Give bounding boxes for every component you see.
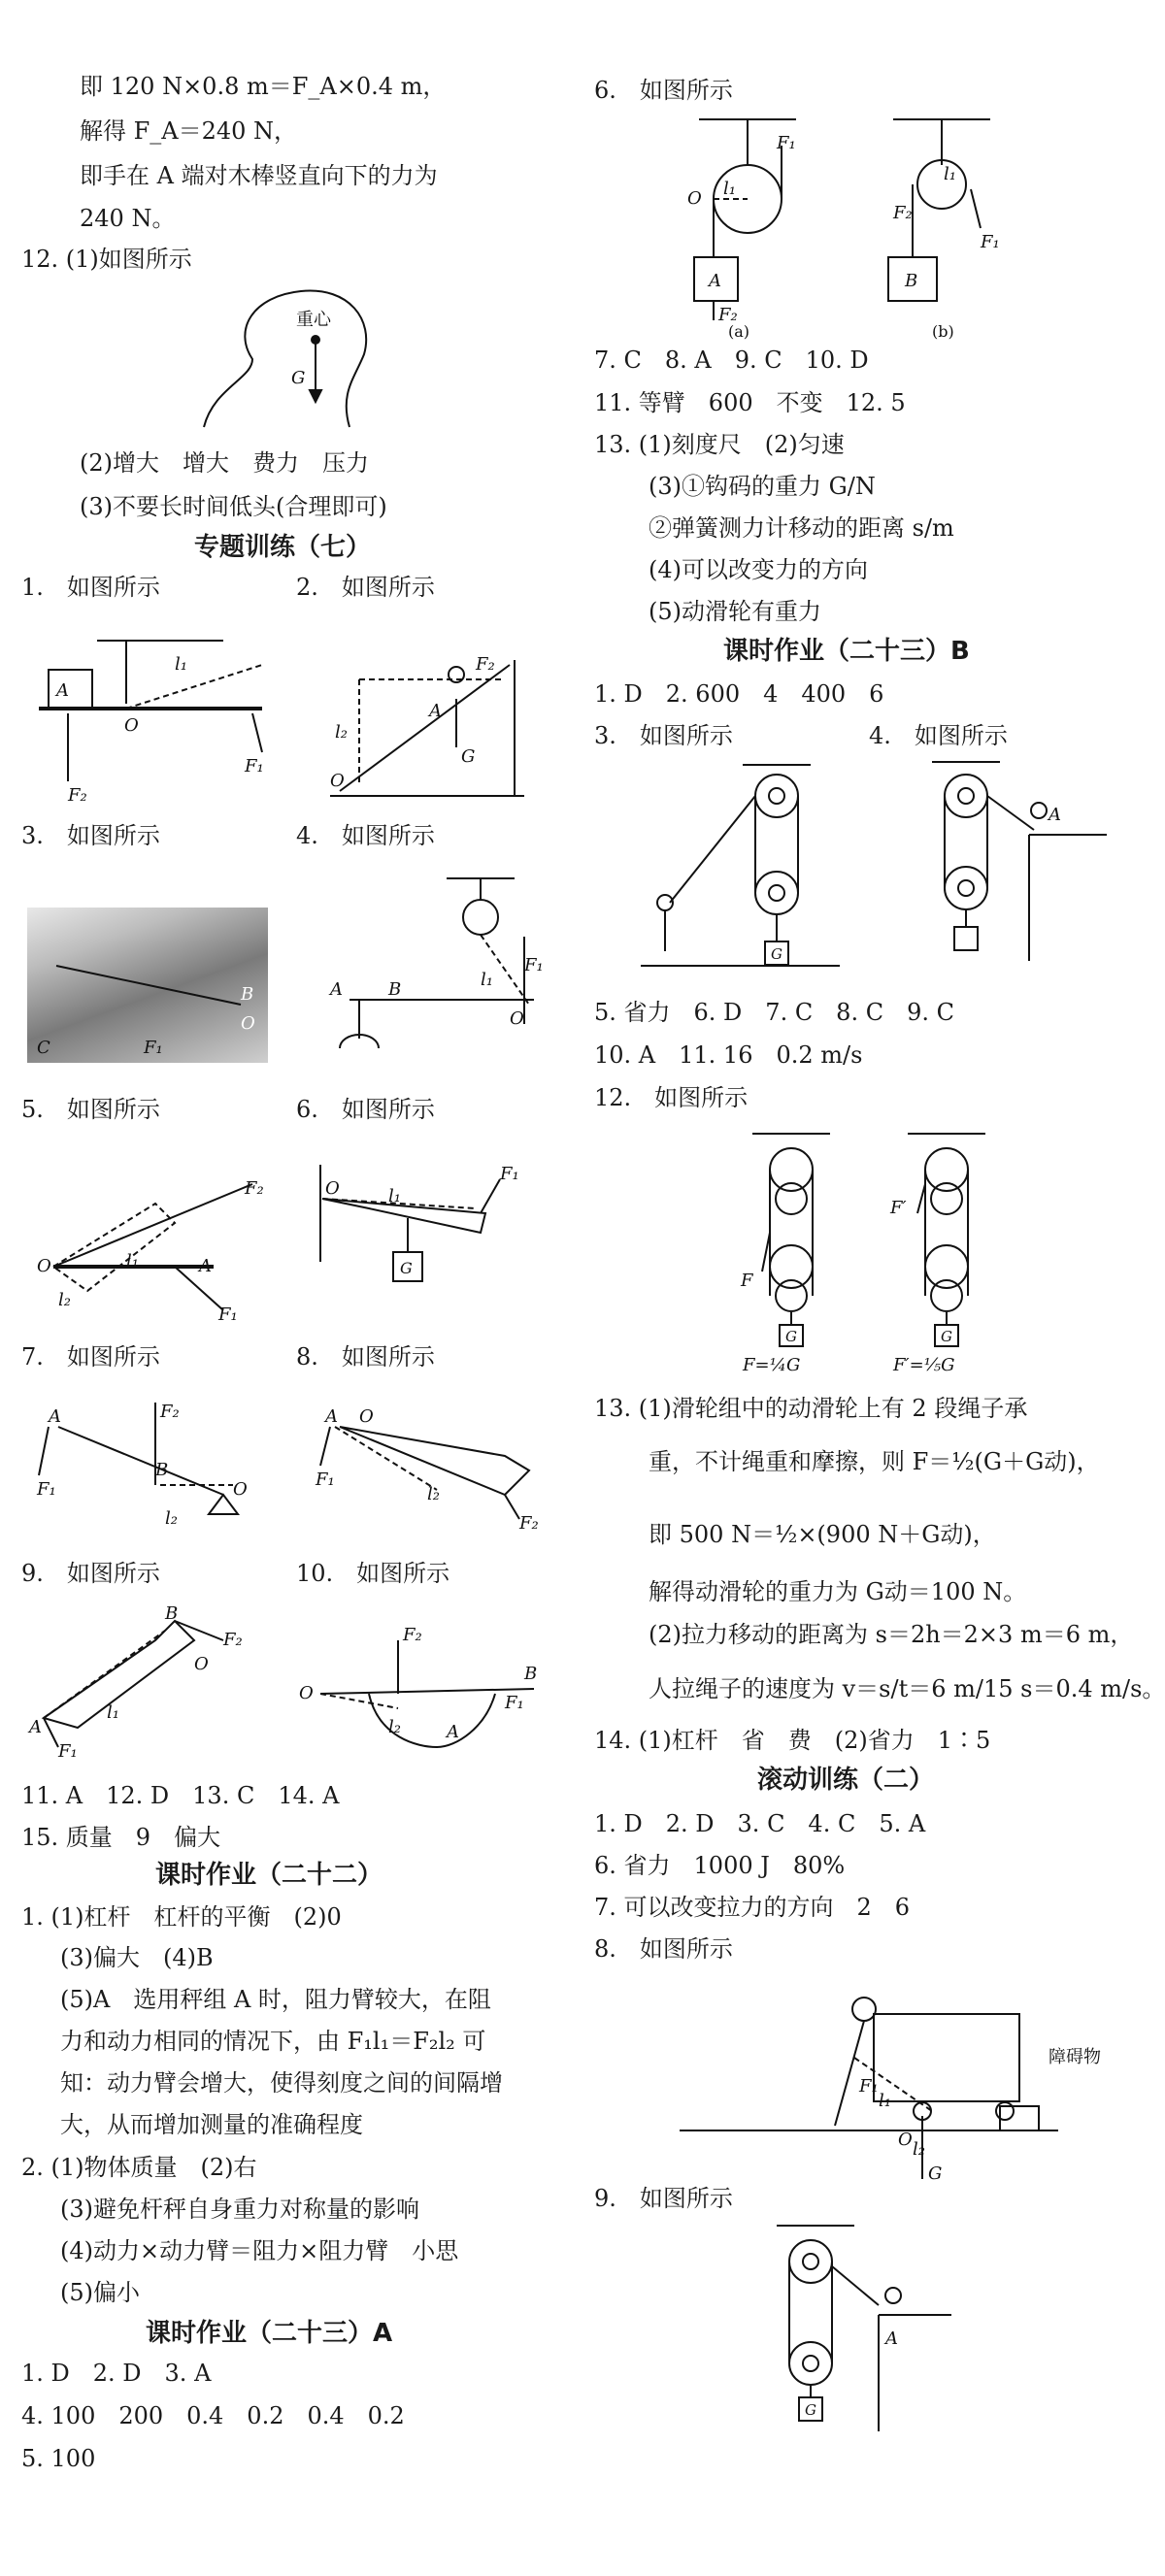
svg-text:O: O — [325, 1178, 340, 1199]
svg-text:G: G — [771, 945, 782, 963]
svg-text:G: G — [805, 2401, 816, 2419]
text-line: ②弹簧测力计移动的距离 s/m — [649, 514, 954, 542]
text-line: (4)可以改变力的方向 — [649, 556, 868, 583]
svg-text:A: A — [1048, 805, 1061, 825]
text-line: 10. 如图所示 — [296, 1560, 450, 1587]
svg-text:A: A — [29, 1717, 42, 1737]
text-line: 即 120 N×0.8 m＝F_A×0.4 m， — [80, 73, 447, 100]
svg-text:l₂: l₂ — [335, 722, 348, 743]
text-line: 7. C 8. A 9. C 10. D — [594, 347, 869, 374]
svg-text:F₂: F₂ — [160, 1402, 180, 1422]
caption-12a: F=¼G — [743, 1355, 801, 1375]
svg-text:O: O — [241, 1013, 255, 1034]
text-line: 解得动滑轮的重力为 G动＝100 N。 — [649, 1578, 1027, 1605]
svg-text:B: B — [155, 1460, 169, 1480]
svg-text:C: C — [37, 1038, 50, 1058]
svg-text:F₂: F₂ — [403, 1625, 422, 1645]
svg-text:F₁: F₁ — [58, 1741, 78, 1762]
svg-text:l₂: l₂ — [427, 1484, 440, 1504]
caption-12b: F′=⅕G — [893, 1355, 955, 1375]
svg-text:O: O — [330, 771, 345, 791]
text-line: 9. 如图所示 — [594, 2185, 733, 2212]
text-line: 5. 如图所示 — [21, 1096, 160, 1123]
svg-text:F₁: F₁ — [245, 756, 264, 776]
text-line: 4. 如图所示 — [869, 722, 1008, 749]
text-line: 2. (1)物体质量 (2)右 — [21, 2154, 257, 2181]
text-line: 8. 如图所示 — [594, 1935, 733, 1963]
svg-text:O: O — [299, 1683, 314, 1703]
svg-text:O: O — [124, 715, 139, 736]
section-heading: 课时作业（二十二） — [155, 1861, 383, 1890]
svg-text:B: B — [165, 1603, 179, 1624]
text-line: 12. 如图所示 — [594, 1084, 749, 1111]
figure-lamp-lever — [301, 869, 563, 1073]
section-heading: 专题训练（七） — [194, 533, 372, 562]
text-line: 即 500 N＝½×(900 N＋G动)， — [649, 1521, 996, 1548]
text-line: 8. 如图所示 — [296, 1343, 435, 1371]
text-line: (3)①钩码的重力 G/N — [649, 473, 876, 500]
text-line: 4. 100 200 0.4 0.2 0.4 0.2 — [21, 2402, 405, 2429]
svg-text:F₂: F₂ — [223, 1630, 243, 1650]
text-line: 1. D 2. 600 4 400 6 — [594, 680, 884, 708]
figure-pulley-12b — [879, 1126, 1024, 1378]
svg-text:A: A — [429, 701, 442, 721]
svg-text:G: G — [461, 746, 476, 767]
label-box-b: B — [905, 271, 918, 291]
label-box: A — [709, 271, 721, 291]
text-line: (3)避免杆秤自身重力对称量的影响 — [60, 2196, 419, 2223]
text-line: 1. D 2. D 3. A — [21, 2360, 212, 2387]
text-line: 力和动力相同的情况下，由 F₁l₁＝F₂l₂ 可 — [60, 2028, 486, 2055]
figure-pulley-3 — [636, 757, 849, 980]
text-line: 9. 如图所示 — [21, 1560, 160, 1587]
text-line: 240 N。 — [80, 205, 176, 232]
svg-text:A: A — [447, 1722, 459, 1742]
text-line: 3. 如图所示 — [21, 822, 160, 849]
svg-text:A: A — [325, 1406, 338, 1427]
svg-text:F₂: F₂ — [476, 654, 495, 675]
svg-text:l₁: l₁ — [723, 179, 736, 199]
figure-lever-7 — [29, 1398, 272, 1543]
svg-text:A: A — [199, 1256, 212, 1276]
text-line: 6. 省力 1000 J 80% — [594, 1852, 846, 1879]
text-line: 3. 如图所示 — [594, 722, 733, 749]
text-line: 6. 如图所示 — [296, 1096, 435, 1123]
text-line: (2)增大 增大 费力 压力 — [80, 449, 369, 477]
svg-text:O: O — [233, 1479, 248, 1500]
svg-text:l₂: l₂ — [388, 1717, 401, 1737]
svg-text:F₂: F₂ — [718, 305, 738, 325]
text-line: (3)偏大 (4)B — [60, 1944, 214, 1971]
text-line: 解得 F_A＝240 N， — [80, 117, 298, 145]
text-line: 11. A 12. D 13. C 14. A — [21, 1782, 340, 1809]
text-line: 2. 如图所示 — [296, 574, 435, 601]
text-line: 12. (1)如图所示 — [21, 246, 192, 273]
svg-text:O: O — [687, 188, 702, 209]
svg-text:l₁: l₁ — [944, 164, 956, 184]
text-line: 4. 如图所示 — [296, 822, 435, 849]
text-line: 15. 质量 9 偏大 — [21, 1824, 221, 1851]
label-f: F — [741, 1271, 753, 1291]
svg-text:F₂: F₂ — [519, 1513, 539, 1534]
text-line: 13. (1)滑轮组中的动滑轮上有 2 段绳子承 — [594, 1395, 1028, 1422]
svg-text:l₁: l₁ — [175, 654, 187, 675]
text-line: 5. 省力 6. D 7. C 8. C 9. C — [594, 999, 954, 1026]
text-line: 即手在 A 端对木棒竖直向下的力为 — [80, 162, 438, 189]
section-heading: 课时作业（二十三）B — [723, 637, 970, 666]
text-line: 人拉绳子的速度为 v＝s/t＝6 m/15 s＝0.4 m/s。 — [649, 1675, 1165, 1702]
figure-lever-9 — [29, 1602, 272, 1762]
label-g: G — [785, 1328, 797, 1345]
svg-text:l₁: l₁ — [126, 1251, 139, 1271]
text-line: (4)动力×动力臂＝阻力×阻力臂 小思 — [60, 2237, 459, 2264]
figure-pulley-12a — [733, 1126, 879, 1378]
svg-text:F₂: F₂ — [68, 785, 87, 806]
text-line: (2)拉力移动的距离为 s＝2h＝2×3 m＝6 m， — [649, 1621, 1134, 1648]
svg-text:A: A — [885, 2328, 898, 2349]
svg-text:l₁: l₁ — [481, 970, 493, 990]
label-l1: l₁ — [879, 2091, 891, 2111]
text-line: 6. 如图所示 — [594, 77, 733, 104]
label-g: G — [291, 368, 306, 388]
text-line: 1. (1)杠杆 杠杆的平衡 (2)0 — [21, 1903, 342, 1931]
figure-photo-overlay — [27, 908, 268, 1063]
svg-text:O: O — [194, 1654, 209, 1674]
svg-text:B: B — [388, 979, 402, 1000]
label-l2: l₂ — [913, 2139, 925, 2160]
text-line: (5)偏小 — [60, 2279, 140, 2306]
text-line: 1. D 2. D 3. C 4. C 5. A — [594, 1810, 926, 1837]
caption-a: (a) — [728, 322, 750, 341]
section-heading: 滚动训练（二） — [757, 1766, 935, 1795]
label-g: G — [941, 1328, 952, 1345]
label-center: 重心 — [296, 310, 331, 330]
figure-pulley-b — [883, 112, 1019, 340]
figure-pulley-9 — [757, 2218, 971, 2441]
text-line: (3)不要长时间低头(合理即可) — [80, 493, 387, 520]
figure-lever-5 — [29, 1174, 272, 1325]
svg-text:A: A — [49, 1406, 61, 1427]
svg-text:A: A — [56, 680, 69, 701]
svg-text:G: G — [400, 1259, 413, 1277]
svg-text:l₁: l₁ — [107, 1702, 119, 1723]
text-line: 14. (1)杠杆 省 费 (2)省力 1∶5 — [594, 1727, 991, 1754]
text-line: 11. 等臂 600 不变 12. 5 — [594, 389, 906, 416]
figure-lever-10 — [291, 1621, 553, 1757]
svg-text:A: A — [330, 979, 343, 1000]
figure-lever-6 — [311, 1155, 553, 1320]
svg-text:F₂: F₂ — [245, 1178, 264, 1199]
svg-text:O: O — [359, 1406, 374, 1427]
svg-text:F₁: F₁ — [500, 1164, 519, 1184]
text-line: 10. A 11. 16 0.2 m/s — [594, 1041, 863, 1069]
svg-text:F₁: F₁ — [981, 232, 1000, 252]
svg-text:l₂: l₂ — [165, 1508, 178, 1529]
svg-text:l₂: l₂ — [58, 1290, 71, 1310]
svg-text:O: O — [37, 1256, 51, 1276]
svg-text:F₁: F₁ — [316, 1470, 335, 1490]
label-o: O — [898, 2130, 913, 2150]
figure-lever-8 — [311, 1398, 553, 1543]
svg-text:F₁: F₁ — [505, 1693, 524, 1713]
svg-text:l₁: l₁ — [388, 1186, 401, 1206]
label-g: G — [928, 2163, 943, 2184]
label-obstacle: 障碍物 — [1048, 2047, 1101, 2067]
figure-cart-obstacle — [680, 1980, 1101, 2184]
section-heading: 课时作业（二十三）A — [146, 2319, 393, 2348]
text-line: 1. 如图所示 — [21, 574, 160, 601]
svg-text:B: B — [524, 1664, 538, 1684]
text-line: 5. 100 — [21, 2445, 96, 2472]
caption-b: (b) — [932, 322, 954, 341]
figure-head-center-of-gravity — [194, 281, 379, 437]
text-line: 大，从而增加测量的准确程度 — [60, 2111, 363, 2138]
figure-lever-2 — [311, 641, 544, 806]
figure-pulley-a — [680, 112, 816, 340]
svg-text:F₁: F₁ — [777, 133, 796, 153]
svg-text:F₂: F₂ — [893, 203, 913, 223]
text-line: 重，不计绳重和摩擦，则 F＝½(G＋G动)， — [649, 1448, 1100, 1475]
text-line: (5)A 选用秤组 A 时，阻力臂较大，在阻 — [60, 1986, 491, 2013]
label-f: F′ — [890, 1198, 907, 1218]
text-line: 7. 如图所示 — [21, 1343, 160, 1371]
svg-text:F₁: F₁ — [524, 955, 544, 975]
svg-text:F₁: F₁ — [37, 1479, 56, 1500]
svg-text:O: O — [510, 1008, 524, 1029]
text-line: 知：动力臂会增大，使得刻度之间的间隔增 — [60, 2069, 503, 2097]
label-f1: F₁ — [859, 2076, 879, 2097]
text-line: 7. 可以改变拉力的方向 2 6 — [594, 1894, 911, 1921]
svg-text:F₁: F₁ — [144, 1038, 163, 1058]
text-line: (5)动滑轮有重力 — [649, 598, 821, 625]
svg-text:F₁: F₁ — [218, 1305, 238, 1325]
text-line: 13. (1)刻度尺 (2)匀速 — [594, 431, 845, 458]
svg-text:B: B — [241, 984, 254, 1005]
figure-pulley-4 — [893, 752, 1146, 975]
figure-lever-1 — [29, 626, 282, 806]
